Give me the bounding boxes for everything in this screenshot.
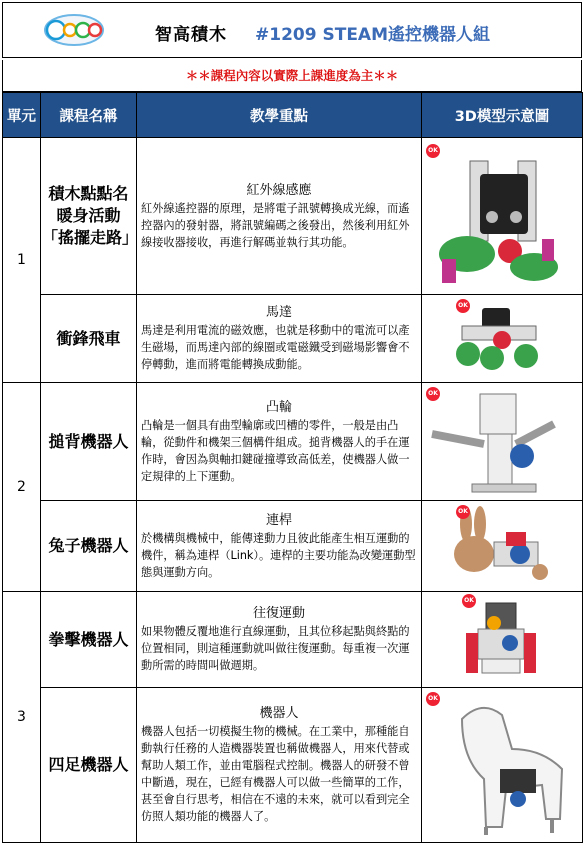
table-row: [3, 138, 583, 295]
course-name: [41, 138, 137, 295]
model-image-cell: [422, 295, 583, 383]
ok-badge: OK: [426, 387, 440, 401]
course-name-line: 兔子機器人: [48, 536, 129, 555]
table-row: [3, 295, 583, 383]
focus-text: 於機構與機械中，能傳達動力且彼此能產生相互運動的機件，稱為連桿（Link）。連桿的主要功能為改變運動型態與運動方向。: [141, 531, 416, 579]
course-name: [41, 592, 137, 688]
ok-badge: OK: [426, 144, 440, 158]
table-row: [3, 501, 583, 592]
course-name-line: 搥背機器人: [48, 431, 129, 451]
rabbit-robot-model-icon: [422, 502, 581, 591]
header-3d-model: 3D模型示意圖: [422, 93, 583, 138]
ok-badge: OK: [426, 692, 440, 706]
course-name-line: 四足機器人: [48, 755, 129, 774]
teaching-focus: [137, 501, 422, 592]
course-name-line: 衝鋒飛車: [56, 328, 121, 348]
focus-title: 馬達: [265, 305, 292, 320]
model-image-cell: [422, 501, 583, 592]
focus-title: 紅外線感應: [246, 182, 312, 198]
course-name-line: 「搖擺走路」: [42, 228, 139, 247]
ok-badge: OK: [462, 594, 476, 608]
page-header: [2, 2, 582, 58]
header-teaching-focus: 教學重點: [137, 93, 422, 138]
gigo-logo: [43, 13, 105, 47]
unit-cell: 3: [3, 592, 41, 843]
unit-cell: 1: [3, 138, 41, 383]
focus-text: 機器人包括一切模擬生物的機械。在工業中，那種能自動執行任務的人造機器裝置也稱做機器人，用來代替或幫助人類工作，並由電腦程式控制。機器人的研發不曾中斷過，現在，已經有機器人可以做一些簡單的工作，甚至會自行思考，相信在不遠的未來，就可以看到完全仿照人類功能的機器人了。: [141, 725, 410, 823]
table-header-row: [3, 93, 583, 138]
table-row: [3, 592, 583, 688]
course-name: [41, 295, 137, 383]
course-name: [41, 501, 137, 592]
schedule-notice: ＊＊課程內容以實際上課進度為主＊＊: [2, 60, 582, 92]
table-row: [3, 688, 583, 843]
teaching-focus: [137, 592, 422, 688]
course-name-line: 暖身活動: [56, 206, 121, 225]
focus-title: 凸輪: [265, 399, 292, 415]
course-name: [41, 383, 137, 501]
focus-title: 機器人: [259, 706, 299, 721]
course-title: #1209 STEAM遙控機器人組: [255, 25, 491, 45]
model-image-cell: [422, 592, 583, 688]
model-image-cell: [422, 383, 583, 501]
teaching-focus: [137, 688, 422, 843]
header-unit: 單元: [3, 93, 41, 138]
back-massage-robot-model-icon: [422, 384, 581, 500]
ok-badge: OK: [456, 505, 470, 519]
quadruped-robot-model-icon: [422, 689, 581, 842]
focus-text: 凸輪是一個具有曲型輪廓或凹槽的零件，一般是由凸輪，從動件和機架三個構件組成。搥背機器人的手在運作時，會因為與軸扣鍵碰撞導致高低差，使機器人做一定規律的上下運動。: [141, 418, 410, 483]
boxing-robot-model-icon: [422, 593, 581, 687]
unit-cell: 2: [3, 383, 41, 592]
teaching-focus: [137, 138, 422, 295]
teaching-focus: [137, 383, 422, 501]
focus-title: 連桿: [265, 512, 292, 528]
header-course-name: 課程名稱: [41, 93, 137, 138]
focus-text: 如果物體反覆地進行直線運動，且其位移起點與終點的位置相同，則這種運動就叫做往復運動。每重複一次運動所需的時間叫做週期。: [141, 625, 410, 672]
focus-text: 馬達是利用電流的磁效應，也就是移動中的電流可以產生磁場，而馬達內部的線圈或電磁鐵受到磁場影響會不停轉動，進而將電能轉換成動能。: [141, 324, 410, 371]
motor-car-model-icon: [422, 296, 581, 382]
model-image-cell: [422, 138, 583, 295]
focus-text: 紅外線遙控器的原理，是將電子訊號轉換成光線，而遙控器內的發射器，將訊號編碼之後發出，然後利用紅外線接收器接收，再進行解碼並執行其功能。: [141, 201, 410, 249]
teaching-focus: [137, 295, 422, 383]
table-row: [3, 383, 583, 501]
focus-title: 往復運動: [252, 606, 305, 621]
curriculum-table: [2, 92, 583, 843]
brand-name: 智高積木: [155, 25, 227, 45]
ir-walking-robot-model-icon: [422, 139, 581, 294]
course-name-line: 拳擊機器人: [48, 629, 129, 649]
model-image-cell: [422, 688, 583, 843]
ok-badge: OK: [456, 299, 470, 313]
course-name: [41, 688, 137, 843]
course-name-line: 積木點點名: [48, 184, 129, 203]
